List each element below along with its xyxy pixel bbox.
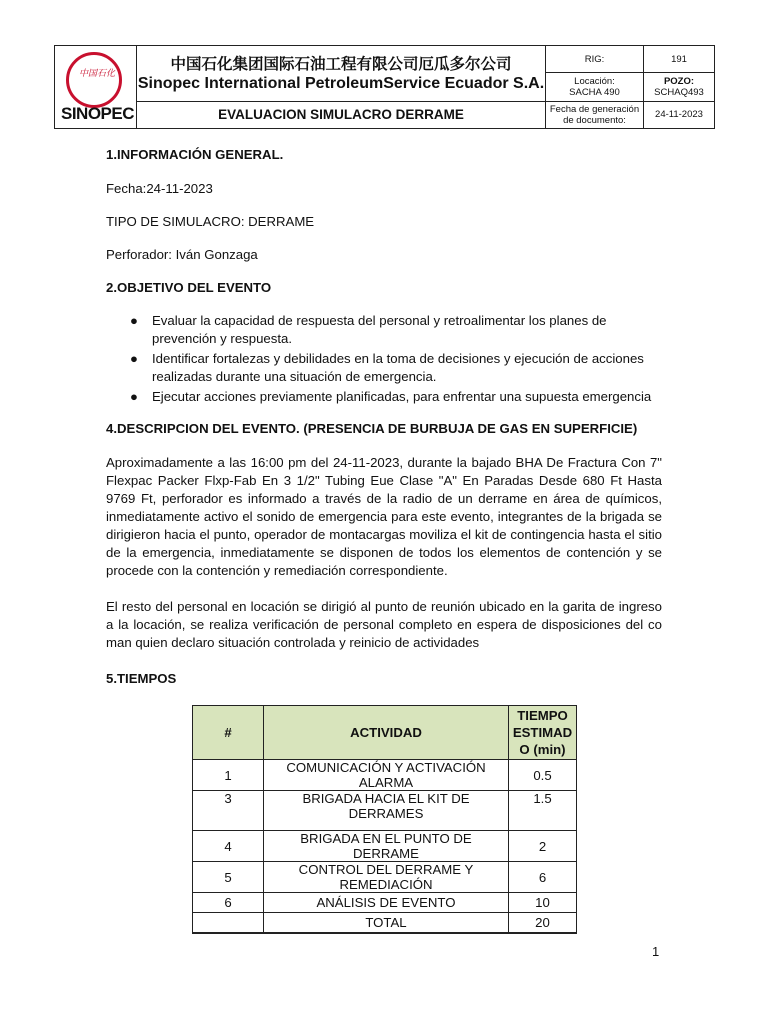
total-empty-cell: [193, 913, 264, 933]
event-description-paragraph: Aproximadamente a las 16:00 pm del 24-11-2023, durante la bajado BHA De Fractura Con 7" Flexpac Packer Flxp-Fab En 3 1/2" Tubing Eue Clase "A" En Paradas Desde 680 Ft Hasta 9769 Ft, perforador es informado a través de la radio de un derrame en área de químicos, inmediatamente activo el sonido de emergencia para este evento, integrantes de la brigada se dirigieron hacia el punto, operador de montacargas moviliza el kit de contingencia hasta el sitio de la emergencia, inmediatamente se disponen de todos los elementos de contención y se procede con la contención y remediación correspondiente.: [106, 455, 662, 578]
date-label-line2: de documento:: [563, 114, 626, 126]
times-table: [192, 705, 577, 934]
logo-mark: 中国石化: [79, 69, 116, 79]
table-row: [193, 831, 577, 862]
logo-ring-icon: [66, 52, 122, 108]
row-number: 5: [193, 862, 264, 893]
row-number: 6: [193, 893, 264, 913]
document-body: [106, 146, 662, 688]
bullet-icon: ●: [130, 389, 138, 404]
company-name-cn: 中国石化集团国际石油工程有限公司厄瓜多尔公司: [170, 55, 512, 73]
objectives-list: [106, 312, 662, 406]
table-total-row: [193, 913, 577, 933]
rig-value: 191: [644, 46, 715, 73]
document-title: EVALUACION SIMULACRO DERRAME: [137, 101, 546, 128]
table-row: [193, 760, 577, 791]
section1-title: 1.INFORMACIÓN GENERAL.: [106, 147, 284, 162]
total-value: 20: [509, 913, 577, 933]
row-time: 10: [509, 893, 577, 913]
row-time: 2: [509, 831, 577, 862]
row-time: 0.5: [509, 760, 577, 791]
table-header-row: [193, 706, 577, 760]
column-header-time: [509, 706, 577, 760]
table-row: [193, 862, 577, 893]
rig-label: RIG:: [546, 46, 644, 73]
section2-title: 2.OBJETIVO DEL EVENTO: [106, 280, 272, 295]
event-followup-paragraph: El resto del personal en locación se dirigió al punto de reunión ubicado en la garita de ingreso a la locación, se realiza verificación de personal completo en espera de disposiciones del co man quien declaro situación controlada y reinicio de actividades: [106, 599, 662, 650]
row-activity: BRIGADA EN EL PUNTO DE DERRAME: [264, 831, 509, 862]
objective-text: Evaluar la capacidad de respuesta del personal y retroalimentar los planes de prevención y respuesta.: [152, 313, 607, 346]
location-cell: [546, 73, 644, 101]
row-number: 1: [193, 760, 264, 791]
well-label: POZO:: [663, 75, 695, 87]
bullet-icon: ●: [130, 313, 138, 328]
column-header-number: #: [193, 706, 264, 760]
page-number: 1: [652, 944, 660, 959]
row-number: 3: [193, 791, 264, 831]
date-label-cell: [546, 101, 644, 128]
objective-text: Identificar fortalezas y debilidades en la toma de decisiones y ejecución de acciones realizadas durante una situación de emergencia.: [152, 351, 644, 384]
row-activity: BRIGADA HACIA EL KIT DE DERRAMES: [264, 791, 509, 831]
section5-title: 5.TIEMPOS: [106, 671, 177, 686]
table-row: [193, 893, 577, 913]
company-name-cell: [137, 46, 546, 102]
row-activity: ANÁLISIS DE EVENTO: [264, 893, 509, 913]
simulation-type: TIPO DE SIMULACRO: DERRAME: [106, 214, 315, 229]
row-activity: CONTROL DEL DERRAME Y REMEDIACIÓN: [264, 862, 509, 893]
date-value: 24-11-2023: [644, 101, 715, 128]
row-activity: COMUNICACIÓN Y ACTIVACIÓN ALARMA: [264, 760, 509, 791]
time-header-line1: TIEMPO: [517, 708, 568, 723]
table-row: [193, 791, 577, 831]
objective-text: Ejecutar acciones previamente planificadas, para enfrentar una supuesta emergencia: [152, 389, 652, 404]
row-time: 6: [509, 862, 577, 893]
company-logo: [55, 46, 137, 129]
row-time: 1.5: [509, 791, 577, 831]
driller-name: Perforador: Iván Gonzaga: [106, 247, 258, 262]
time-header-line2: ESTIMAD: [512, 725, 573, 740]
list-item: [106, 350, 662, 386]
list-item: [106, 312, 662, 348]
well-cell: [644, 73, 715, 101]
list-item: [106, 388, 662, 406]
date-label-line1: Fecha de generación: [549, 103, 640, 115]
location-label: Locación:: [574, 75, 615, 87]
row-number: 4: [193, 831, 264, 862]
document-header: [54, 45, 715, 129]
date-line: Fecha:24-11-2023: [106, 181, 213, 196]
location-value: SACHA 490: [569, 86, 620, 98]
time-header-line3: O (min): [519, 742, 566, 757]
bullet-icon: ●: [130, 351, 138, 366]
total-label: TOTAL: [264, 913, 509, 933]
well-value: SCHAQ493: [654, 86, 704, 98]
column-header-activity: ACTIVIDAD: [264, 706, 509, 760]
section4-title: 4.DESCRIPCION DEL EVENTO. (PRESENCIA DE BURBUJA DE GAS EN SUPERFICIE): [106, 421, 638, 436]
company-name-en: Sinopec International PetroleumService Ecuador S.A.: [137, 74, 545, 92]
logo-wordmark: SINOPEC: [61, 104, 135, 123]
